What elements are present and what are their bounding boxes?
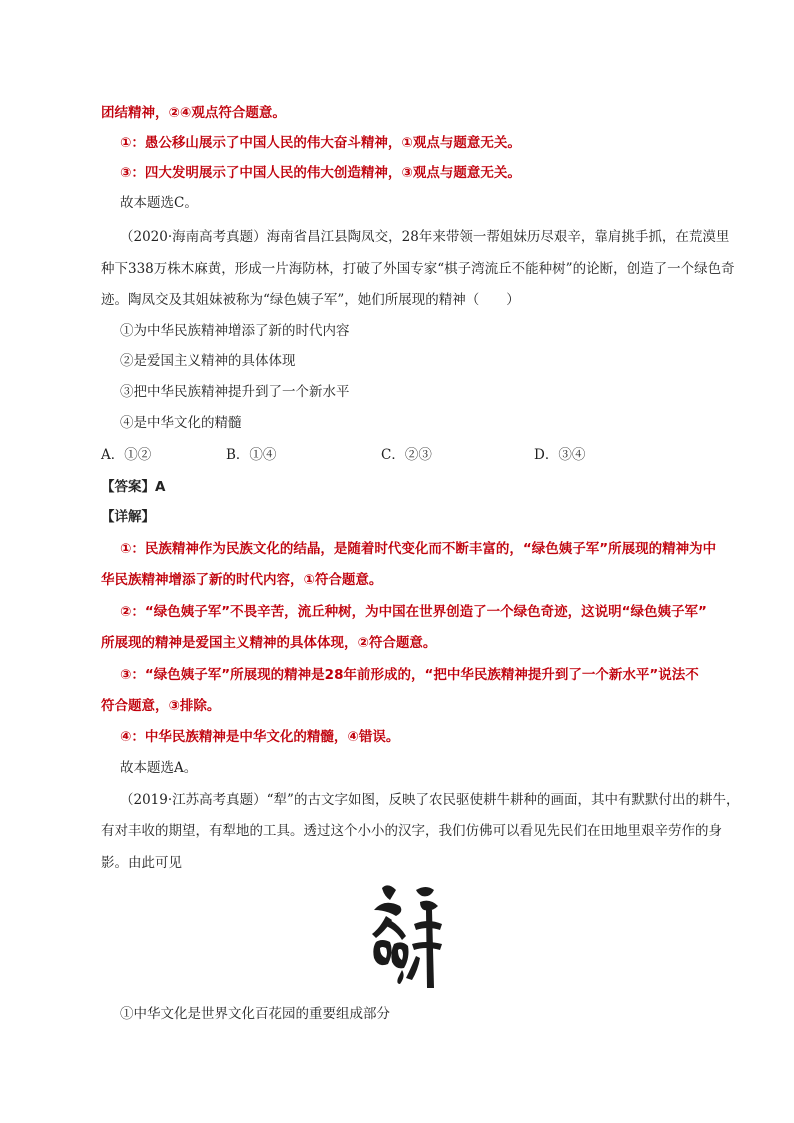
statement-1: ①中华文化是世界文化百花园的重要组成部分	[120, 1006, 390, 1022]
explanation-line: ①：愚公移山展示了中国人民的伟大奋斗精神，①观点与题意无关。	[120, 135, 521, 151]
question-text: （2020·海南高考真题）海南省昌江县陶凤交，28年来带领一帮姐妹历尽艰辛，靠肩挑手抓，在荒漠里	[120, 229, 730, 245]
options-row	[101, 446, 661, 464]
statement-3: ③把中华民族精神提升到了一个新水平	[120, 384, 350, 400]
statement-2: ②是爱国主义精神的具体体现	[120, 353, 296, 369]
question-text: 有对丰收的期望，有犁地的工具。透过这个小小的汉字，我们仿佛可以看见先民们在田地里艰辛劳作的身	[101, 823, 722, 839]
detail-label: 【详解】	[101, 509, 155, 525]
option-a: A．①②	[101, 447, 152, 463]
statement-1: ①为中华民族精神增添了新的时代内容	[120, 323, 350, 339]
explanation-line: 所展现的精神是爱国主义精神的具体体现，②符合题意。	[101, 635, 437, 651]
answer-label: 【答案】A	[101, 479, 166, 495]
explanation-line: ③：四大发明展示了中国人民的伟大创造精神，③观点与题意无关。	[120, 165, 521, 181]
question-text: （2019·江苏高考真题）“犁”的古文字如图，反映了农民驱使耕牛耕种的画面，其中有默默付出的耕牛，	[120, 792, 740, 808]
question-text: 影。由此可见	[101, 855, 182, 871]
question-text: 种下338万株木麻黄，形成一片海防林，打破了外国专家“棋子湾流丘不能种树”的论断，创造了一个绿色奇	[101, 261, 735, 277]
explanation-line: ③：“绿色姨子军”所展现的精神是28年前形成的，“把中华民族精神提升到了一个新水平”说法不	[120, 667, 699, 683]
explanation-line: 华民族精神增添了新的时代内容，①符合题意。	[101, 572, 383, 588]
explanation-line: 团结精神，②④观点符合题意。	[101, 105, 286, 121]
conclusion-line: 故本题选A。	[120, 760, 198, 776]
explanation-line: ②：“绿色姨子军”不畏辛苦，流丘种树，为中国在世界创造了一个绿色奇迹，这说明“绿色姨子军”	[120, 604, 707, 620]
ancient-character-li-image	[368, 880, 448, 990]
option-b: B．①④	[226, 447, 277, 463]
option-d: D．③④	[534, 447, 586, 463]
explanation-line: ①：民族精神作为民族文化的结晶，是随着时代变化而不断丰富的，“绿色姨子军”所展现的精神为中	[120, 541, 717, 557]
explanation-line: 符合题意，③排除。	[101, 698, 221, 714]
question-text: 迹。陶凤交及其姐妹被称为“绿色姨子军”，她们所展现的精神（ ）	[101, 292, 520, 308]
statement-4: ④是中华文化的精髓	[120, 415, 242, 431]
explanation-line: ④：中华民族精神是中华文化的精髓，④错误。	[120, 729, 400, 745]
conclusion-line: 故本题选C。	[120, 195, 198, 211]
option-c: C．②③	[381, 447, 432, 463]
